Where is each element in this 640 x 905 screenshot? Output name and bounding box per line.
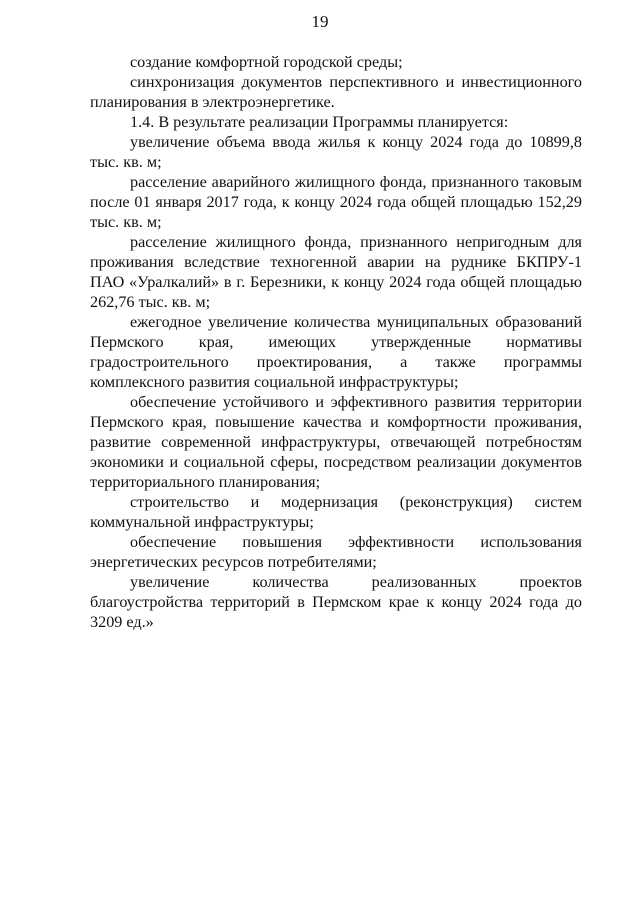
page-number: 19 [311, 12, 329, 31]
paragraph-housing-volume: увеличение объема ввода жилья к концу 2024 года до 10899,8 тыс. кв. м; [90, 133, 582, 171]
paragraph-energy-efficiency: обеспечение повышения эффективности использования энергетических ресурсов потребителями; [90, 533, 582, 571]
paragraph-territory-development: обеспечение устойчивого и эффективного развития территории Пермского края, повышение качества и комфортности проживания, развитие современной инфраструктуры, отвечающей потребностям экономики и социальной сферы, посредством реализации документов территориального планирования; [90, 393, 582, 491]
paragraph-urban-planning-standards: ежегодное увеличение количества муниципальных образований Пермского края, имеющих утвержденные нормативы градостроительного проектирования, а также программы комплексного развития социальной инфраструктуры; [90, 313, 582, 391]
paragraph-uralkali-resettlement: расселение жилищного фонда, признанного непригодным для проживания вследствие техногенной аварии на руднике БКПРУ-1 ПАО «Уралкалий» в г. Березники, к концу 2024 года общей площадью 262,76 тыс. кв. м; [90, 233, 582, 311]
paragraph-section-1-4: 1.4. В результате реализации Программы планируется: [130, 113, 509, 131]
paragraph-document-synchronization: синхронизация документов перспективного и инвестиционного планирования в электроэнергетике. [90, 73, 582, 111]
paragraph-urban-environment: создание комфортной городской среды; [130, 53, 403, 71]
document-body [90, 52, 582, 632]
paragraph-emergency-housing-resettlement: расселение аварийного жилищного фонда, признанного таковым после 01 января 2017 года, к концу 2024 года общей площадью 152,29 тыс. кв. м; [90, 173, 582, 231]
paragraph-landscaping-projects: увеличение количества реализованных проектов благоустройства территорий в Пермском крае к концу 2024 года до 3209 ед.» [90, 573, 582, 631]
paragraph-utility-infrastructure: строительство и модернизация (реконструкция) систем коммунальной инфраструктуры; [90, 493, 582, 531]
